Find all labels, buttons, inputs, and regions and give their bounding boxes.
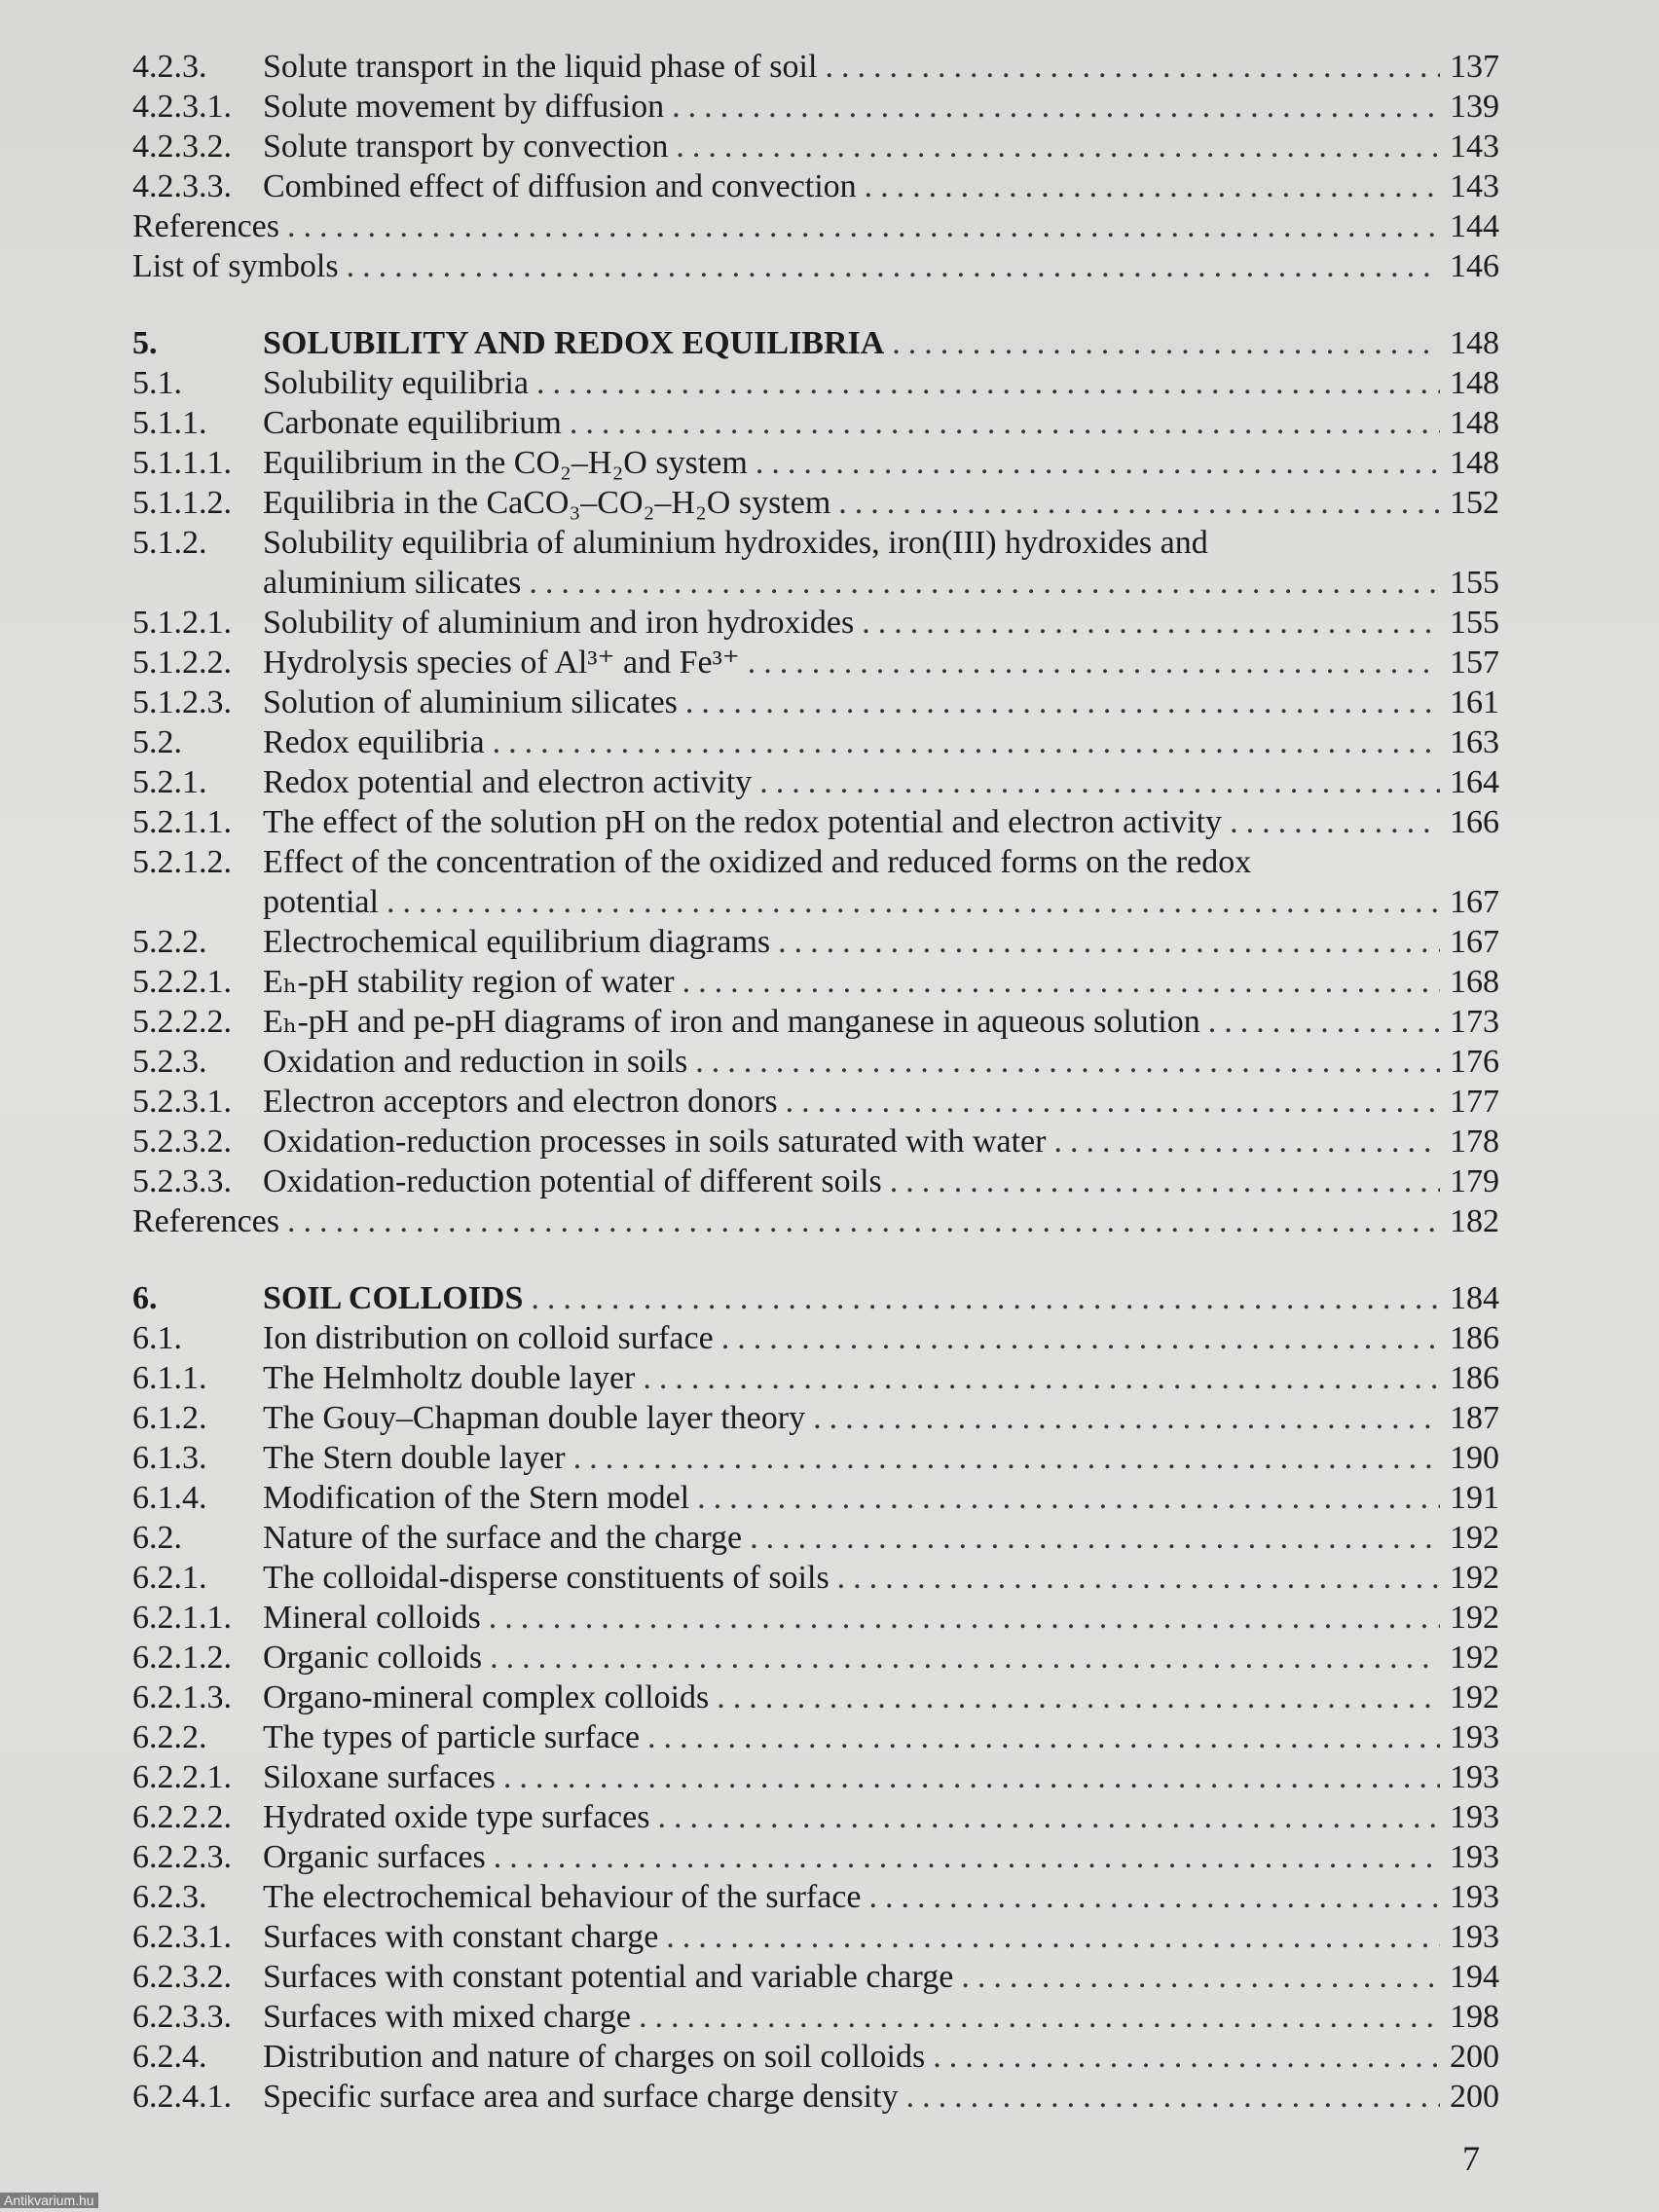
toc-entry [127, 1358, 1499, 1398]
toc-entry [127, 1122, 1499, 1161]
toc-entry-page: 187 [1450, 1400, 1499, 1436]
dot-leader [489, 1598, 1440, 1638]
watermark: Antikvarium.hu [0, 2193, 98, 2208]
toc-entry-page: 192 [1450, 1600, 1499, 1636]
dot-leader [570, 403, 1440, 443]
toc-entry-page: 186 [1450, 1320, 1499, 1356]
toc-entry-title: Hydrolysis species of Al³⁺ and Fe³⁺ [263, 645, 740, 681]
toc-entry-title: References [132, 1203, 280, 1239]
toc-entry-title: Oxidation-reduction processes in soils saturated with water [263, 1124, 1047, 1160]
toc-entry [127, 1757, 1499, 1797]
toc-entry-page: 143 [1450, 168, 1499, 204]
toc-entry [127, 643, 1499, 682]
toc-entry [127, 802, 1499, 842]
toc-entry-page: 194 [1450, 1959, 1499, 1995]
toc-entry-title: Equilibrium in the CO₂–H₂O system [263, 445, 748, 481]
toc-entry-number: 6. [132, 1280, 158, 1316]
dot-leader [287, 1201, 1440, 1241]
toc-entry-title: Distribution and nature of charges on soil colloids [263, 2039, 926, 2075]
dot-leader [892, 323, 1440, 363]
toc-entry-number: 4.2.3.3. [132, 168, 232, 204]
toc-entry-page: 192 [1450, 1640, 1499, 1676]
toc-entry-number: 5.1.2.1. [132, 605, 232, 641]
toc-entry-page: 146 [1450, 248, 1499, 284]
toc-entry-title: Ion distribution on colloid surface [263, 1320, 714, 1356]
toc-entry-title: Oxidation-reduction potential of different soils [263, 1163, 882, 1199]
toc-entry-number: 6.2.1. [132, 1560, 207, 1596]
toc-entry-number: 6.1.4. [132, 1480, 207, 1516]
toc-entry [127, 363, 1499, 403]
dot-leader [682, 962, 1440, 1002]
toc-entry-number: 6.2.4. [132, 2039, 207, 2075]
dot-leader [778, 922, 1440, 962]
toc-entry-number: 5.2.2.2. [132, 1004, 232, 1040]
toc-entry-title: Eₕ-pH stability region of water [263, 964, 675, 1000]
toc-entry [127, 1042, 1499, 1082]
toc-entry-title: Electrochemical equilibrium diagrams [263, 924, 771, 960]
toc-entry-page: 186 [1450, 1360, 1499, 1396]
toc-entry [127, 1638, 1499, 1677]
dot-leader [387, 882, 1440, 922]
table-of-contents [127, 47, 1499, 2117]
dot-leader [1208, 1002, 1440, 1042]
toc-entry [127, 1002, 1499, 1042]
toc-entry-title: The electrochemical behaviour of the surface [263, 1879, 862, 1915]
dot-leader [287, 206, 1440, 246]
dot-leader [685, 682, 1440, 722]
toc-entry-title: References [132, 208, 280, 244]
toc-entry-page: 148 [1450, 405, 1499, 441]
toc-entry-title: Solute transport by convection [263, 129, 669, 165]
dot-leader [865, 166, 1440, 206]
toc-entry [127, 1438, 1499, 1478]
dot-leader [813, 1398, 1440, 1438]
toc-entry-title: Organic colloids [263, 1640, 483, 1676]
toc-entry [127, 1797, 1499, 1837]
toc-entry-title: Nature of the surface and the charge [263, 1520, 743, 1556]
dot-leader [697, 1478, 1440, 1518]
toc-entry-number: 5. [132, 325, 158, 361]
dot-leader [869, 1877, 1440, 1917]
toc-entry-page: 155 [1450, 565, 1499, 601]
dot-leader [639, 1997, 1440, 2037]
toc-entry-number: 6.2. [132, 1520, 182, 1556]
toc-entry [127, 1558, 1499, 1598]
toc-entry-page: 148 [1450, 365, 1499, 401]
toc-entry-number: 6.2.3.1. [132, 1919, 232, 1955]
toc-entry-title: Solute movement by diffusion [263, 89, 665, 125]
dot-leader [717, 1677, 1440, 1717]
toc-entry-number: 6.1. [132, 1320, 182, 1356]
toc-entry-page: 193 [1450, 1879, 1499, 1915]
toc-entry-page: 148 [1450, 325, 1499, 361]
toc-entry-title: Mineral colloids [263, 1600, 481, 1636]
toc-entry-number: 6.2.4.1. [132, 2079, 232, 2115]
toc-entry-page: 193 [1450, 1799, 1499, 1835]
toc-entry [127, 1877, 1499, 1917]
toc-entry-page: 163 [1450, 724, 1499, 760]
toc-entry-number: 6.1.2. [132, 1400, 207, 1436]
toc-chapter-heading [127, 323, 1499, 363]
toc-entry-page: 167 [1450, 884, 1499, 920]
toc-entry-page: 192 [1450, 1679, 1499, 1715]
toc-entry-page: 137 [1450, 49, 1499, 85]
toc-entry-title: SOLUBILITY AND REDOX EQUILIBRIA [263, 325, 885, 361]
toc-entry-page: 168 [1450, 964, 1499, 1000]
toc-entry-page: 152 [1450, 485, 1499, 521]
toc-entry-number: 6.2.2. [132, 1719, 207, 1755]
toc-entry-number: 6.2.2.3. [132, 1839, 232, 1875]
dot-leader [531, 1278, 1440, 1318]
toc-entry-page: 144 [1450, 208, 1499, 244]
toc-entry-number: 5.1.1.2. [132, 485, 232, 521]
toc-entry-page: 192 [1450, 1560, 1499, 1596]
dot-leader [748, 643, 1440, 682]
toc-entry-title: Modification of the Stern model [263, 1480, 690, 1516]
toc-entry [127, 603, 1499, 643]
toc-entry-page: 193 [1450, 1839, 1499, 1875]
toc-entry-number: 5.2.1.2. [132, 844, 232, 880]
toc-entry-number: 6.2.2.2. [132, 1799, 232, 1835]
toc-entry-page: 157 [1450, 645, 1499, 681]
dot-leader [838, 483, 1440, 523]
toc-entry-number: 5.2.3.3. [132, 1163, 232, 1199]
toc-entry [127, 206, 1499, 246]
dot-leader [503, 1757, 1440, 1797]
toc-entry-page: 164 [1450, 764, 1499, 800]
dot-leader [906, 2077, 1440, 2117]
toc-entry [127, 127, 1499, 166]
toc-entry-title: SOIL COLLOIDS [263, 1280, 524, 1316]
toc-entry-page: 193 [1450, 1919, 1499, 1955]
toc-entry-page: 192 [1450, 1520, 1499, 1556]
toc-entry-number: 5.1.1.1. [132, 445, 232, 481]
toc-entry [127, 523, 1499, 603]
dot-leader [756, 443, 1440, 483]
toc-entry-number: 5.1.2. [132, 525, 207, 561]
dot-leader [347, 246, 1440, 286]
toc-entry-number: 5.1.2.3. [132, 684, 232, 720]
toc-entry [127, 87, 1499, 127]
toc-entry-page: 184 [1450, 1280, 1499, 1316]
toc-entry-title: Eₕ-pH and pe-pH diagrams of iron and manganese in aqueous solution [263, 1004, 1200, 1040]
toc-entry-page: 176 [1450, 1044, 1499, 1080]
toc-entry-number: 6.2.3.3. [132, 1999, 232, 2035]
dot-leader [493, 722, 1440, 762]
toc-entry-page: 139 [1450, 89, 1499, 125]
toc-entry-page: 200 [1450, 2079, 1499, 2115]
toc-entry [127, 1957, 1499, 1997]
dot-leader [490, 1638, 1440, 1677]
toc-entry-page: 155 [1450, 605, 1499, 641]
toc-entry-title: Hydrated oxide type surfaces [263, 1799, 650, 1835]
toc-entry [127, 246, 1499, 286]
toc-entry-number: 5.2. [132, 724, 182, 760]
toc-entry-number: 5.1. [132, 365, 182, 401]
toc-entry [127, 166, 1499, 206]
dot-leader [961, 1957, 1440, 1997]
toc-entry-number: 4.2.3.1. [132, 89, 232, 125]
toc-entry [127, 1318, 1499, 1358]
toc-entry-title: Specific surface area and surface charge density [263, 2079, 899, 2115]
toc-entry-number: 6.2.1.3. [132, 1679, 232, 1715]
toc-entry-page: 190 [1450, 1440, 1499, 1476]
toc-entry [127, 1201, 1499, 1241]
toc-entry-title: Solubility equilibria [263, 365, 529, 401]
dot-leader [494, 1837, 1440, 1877]
toc-entry-number: 5.2.1.1. [132, 804, 232, 840]
dot-leader [573, 1438, 1440, 1478]
toc-entry-title: The Helmholtz double layer [263, 1360, 636, 1396]
toc-entry [127, 1677, 1499, 1717]
toc-entry-title-first-line: Solubility equilibria of aluminium hydroxides, iron(III) hydroxides and [263, 525, 1208, 561]
page-number: 7 [1462, 2139, 1480, 2178]
toc-entry-title: Electron acceptors and electron donors [263, 1084, 778, 1120]
toc-entry-title: Combined effect of diffusion and convection [263, 168, 857, 204]
toc-entry-page: 182 [1450, 1203, 1499, 1239]
toc-entry [127, 443, 1499, 483]
toc-entry [127, 1598, 1499, 1638]
toc-entry-page: 143 [1450, 129, 1499, 165]
dot-leader [695, 1042, 1440, 1082]
toc-entry [127, 47, 1499, 87]
dot-leader [529, 563, 1440, 603]
toc-entry-title: Surfaces with constant potential and variable charge [263, 1959, 954, 1995]
toc-entry-number: 6.2.1.1. [132, 1600, 232, 1636]
toc-entry [127, 403, 1499, 443]
dot-leader [786, 1082, 1440, 1122]
toc-entry-page: 178 [1450, 1124, 1499, 1160]
toc-entry-title: Oxidation and reduction in soils [263, 1044, 688, 1080]
toc-entry [127, 1917, 1499, 1957]
toc-entry-title: The Gouy–Chapman double layer theory [263, 1400, 806, 1436]
dot-leader [890, 1161, 1440, 1201]
toc-entry-title: Solute transport in the liquid phase of soil [263, 49, 818, 85]
toc-entry [127, 1837, 1499, 1877]
toc-entry [127, 922, 1499, 962]
toc-entry-number: 6.1.3. [132, 1440, 207, 1476]
toc-entry-number: 5.1.1. [132, 405, 207, 441]
dot-leader [759, 762, 1440, 802]
toc-entry-title: Carbonate equilibrium [263, 405, 562, 441]
toc-entry-page: 193 [1450, 1759, 1499, 1795]
toc-entry-number: 4.2.3.2. [132, 129, 232, 165]
toc-entry-number: 5.2.3.2. [132, 1124, 232, 1160]
dot-leader [933, 2037, 1440, 2077]
toc-entry [127, 762, 1499, 802]
toc-entry-title: The colloidal-disperse constituents of soils [263, 1560, 830, 1596]
toc-entry [127, 483, 1499, 523]
dot-leader [721, 1318, 1440, 1358]
toc-entry [127, 1161, 1499, 1201]
dot-leader [1053, 1122, 1440, 1161]
toc-entry [127, 2037, 1499, 2077]
toc-entry-number: 5.2.3.1. [132, 1084, 232, 1120]
toc-entry-title: Redox equilibria [263, 724, 485, 760]
toc-entry [127, 1717, 1499, 1757]
toc-entry-page: 191 [1450, 1480, 1499, 1516]
toc-entry [127, 1518, 1499, 1558]
toc-entry-page: 200 [1450, 2039, 1499, 2075]
toc-entry-title: potential [263, 884, 379, 920]
toc-entry-page: 161 [1450, 684, 1499, 720]
toc-entry [127, 682, 1499, 722]
dot-leader [862, 603, 1440, 643]
toc-entry-number: 6.2.2.1. [132, 1759, 232, 1795]
dot-leader [647, 1717, 1440, 1757]
dot-leader [672, 87, 1440, 127]
toc-entry-page: 179 [1450, 1163, 1499, 1199]
toc-entry-title: Solubility of aluminium and iron hydroxides [263, 605, 855, 641]
toc-entry-number: 6.2.1.2. [132, 1640, 232, 1676]
dot-leader [666, 1917, 1440, 1957]
dot-leader [837, 1558, 1440, 1598]
toc-entry [127, 1082, 1499, 1122]
toc-entry-title: Organo-mineral complex colloids [263, 1679, 710, 1715]
dot-leader [676, 127, 1440, 166]
toc-entry-page: 167 [1450, 924, 1499, 960]
toc-entry-title: The effect of the solution pH on the redox potential and electron activity [263, 804, 1223, 840]
dot-leader [643, 1358, 1440, 1398]
toc-entry-page: 166 [1450, 804, 1499, 840]
toc-entry-title: Solution of aluminium silicates [263, 684, 678, 720]
toc-entry-number: 5.2.1. [132, 764, 207, 800]
toc-entry-title: List of symbols [132, 248, 339, 284]
toc-entry-title: Surfaces with constant charge [263, 1919, 659, 1955]
dot-leader [1230, 802, 1440, 842]
toc-entry-title: Redox potential and electron activity [263, 764, 753, 800]
dot-leader [657, 1797, 1440, 1837]
toc-entry [127, 722, 1499, 762]
toc-entry-title: aluminium silicates [263, 565, 522, 601]
toc-entry-title: Equilibria in the CaCO₃–CO₂–H₂O system [263, 485, 831, 521]
toc-entry-number: 5.2.3. [132, 1044, 207, 1080]
toc-entry-number: 6.2.3. [132, 1879, 207, 1915]
dot-leader [825, 47, 1440, 87]
toc-entry [127, 1997, 1499, 2037]
toc-entry-title-first-line: Effect of the concentration of the oxidized and reduced forms on the redox [263, 844, 1252, 880]
dot-leader [536, 363, 1440, 403]
toc-entry [127, 1478, 1499, 1518]
toc-entry [127, 842, 1499, 922]
toc-entry-title: Organic surfaces [263, 1839, 486, 1875]
toc-entry-number: 5.1.2.2. [132, 645, 232, 681]
toc-entry-page: 148 [1450, 445, 1499, 481]
toc-entry-number: 5.2.2.1. [132, 964, 232, 1000]
dot-leader [750, 1518, 1440, 1558]
toc-entry-number: 6.1.1. [132, 1360, 207, 1396]
toc-chapter-heading [127, 1278, 1499, 1318]
toc-entry-title: Siloxane surfaces [263, 1759, 496, 1795]
toc-entry-title: Surfaces with mixed charge [263, 1999, 631, 2035]
toc-entry-title: The types of particle surface [263, 1719, 641, 1755]
toc-entry-page: 193 [1450, 1719, 1499, 1755]
toc-entry-number: 4.2.3. [132, 49, 207, 85]
toc-entry-number: 5.2.2. [132, 924, 207, 960]
toc-entry [127, 2077, 1499, 2117]
toc-entry-page: 177 [1450, 1084, 1499, 1120]
toc-entry [127, 962, 1499, 1002]
toc-entry-number: 6.2.3.2. [132, 1959, 232, 1995]
toc-entry-title: The Stern double layer [263, 1440, 566, 1476]
toc-entry-page: 173 [1450, 1004, 1499, 1040]
toc-entry [127, 1398, 1499, 1438]
toc-entry-page: 198 [1450, 1999, 1499, 2035]
